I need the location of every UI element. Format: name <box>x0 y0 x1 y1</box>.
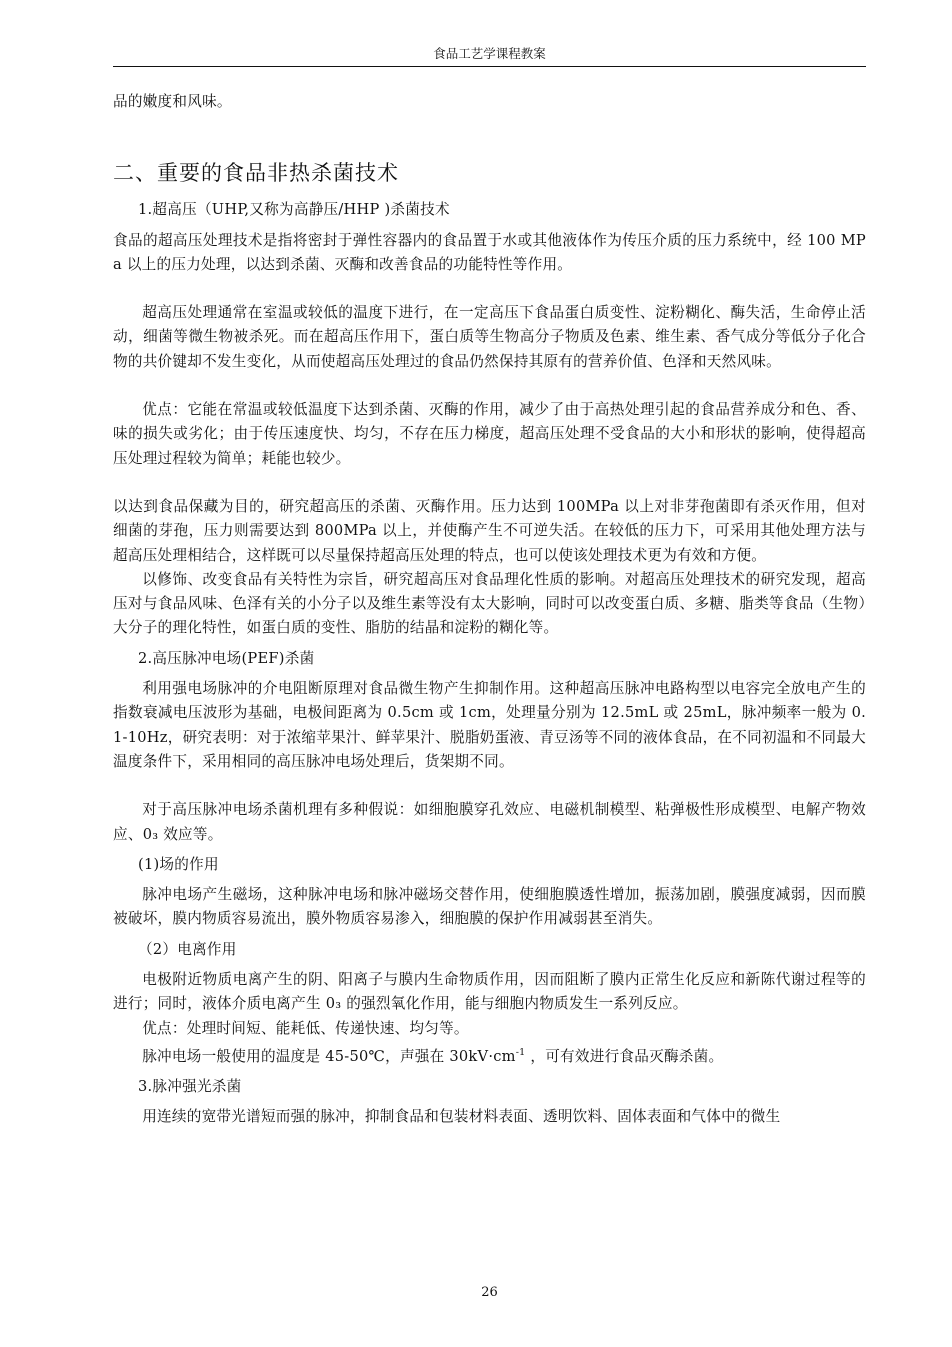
subheading-field-effect: (1)场的作用 <box>138 855 219 873</box>
paragraph-uhp-modification: 以修饰、改变食品有关特性为宗旨，研究超高压对食品理化性质的影响。对超高压处理技术的研究发现，超高压对与食品风味、色泽有关的小分子以及维生素等没有太大影响，同时可以改变蛋白质、多糖、脂类等食品（生物）大分子的理化特性，如蛋白质的变性、脂肪的结晶和淀粉的糊化等。 <box>113 570 866 637</box>
subheading-uhp: 1.超高压（UHP,又称为高静压/HHP )杀菌技术 <box>138 201 450 219</box>
paragraph-pef-hypotheses: 对于高压脉冲电场杀菌机理有多种假说：如细胞膜穿孔效应、电磁机制模型、粘弹极性形成模型、电解产物效应、0₃ 效应等。 <box>113 801 866 843</box>
page-body <box>113 90 866 1130</box>
paragraph-ionization: 电极附近物质电离产生的阴、阳离子与膜内生命物质作用，因而阻断了膜内正常生化反应和新陈代谢过程等的进行；同时，液体介质电离产生 0₃ 的强烈氧化作用，能与细胞内物质发生一系列反应。 <box>113 971 866 1013</box>
paragraph-uhp-mechanism: 超高压处理通常在室温或较低的温度下进行，在一定高压下食品蛋白质变性、淀粉糊化、酶失活，生命停止活动，细菌等微生物被杀死。而在超高压作用下，蛋白质等生物高分子物质及色素、维生素、香气成分等低分子化合物的共价键却不发生变化，从而使超高压处理过的食品仍然保持其原有的营养价值、色泽和天然风味。 <box>113 304 866 370</box>
pef-conditions-text: 脉冲电场一般使用的温度是 45-50℃，声强在 30kV·cm <box>142 1047 516 1065</box>
section-heading: 二、重要的食品非热杀菌技术 <box>113 161 399 186</box>
page-header-title: 食品工艺学课程教案 <box>433 46 546 61</box>
paragraph-pef-advantages: 优点：处理时间短、能耗低、传递快速、均匀等。 <box>142 1019 469 1037</box>
paragraph-field-effect: 脉冲电场产生磁场，这种脉冲电场和脉冲磁场交替作用，使细胞膜透性增加，振荡加剧，膜强度减弱，因而膜被破坏，膜内物质容易流出，膜外物质容易渗入，细胞膜的保护作用减弱甚至消失。 <box>113 886 866 928</box>
header-divider <box>113 66 866 67</box>
subheading-ionization: （2）电离作用 <box>138 940 237 958</box>
paragraph-uhp-preservation: 以达到食品保藏为目的，研究超高压的杀菌、灭酶作用。压力达到 100MPa 以上对非芽孢菌即有杀灭作用，但对细菌的芽孢，压力则需要达到 800MPa 以上，并使酶产生不可逆失活。在较低的压力下，可采用其他处理方法与超高压处理相结合，这样既可以尽量保持超高压处理的特点，也可以使该处理技术更为有效和方便。 <box>113 497 866 564</box>
paragraph-pef-conditions <box>113 1041 866 1069</box>
paragraph-continued: 品的嫩度和风味。 <box>113 93 232 110</box>
page-number: 26 <box>481 1285 498 1300</box>
subheading-pulsed-light: 3.脉冲强光杀菌 <box>138 1078 242 1096</box>
paragraph-pulsed-light: 用连续的宽带光谱短而强的脉冲，抑制食品和包装材料表面、透明饮料、固体表面和气体中的微生 <box>142 1108 781 1126</box>
unit-exponent: -1 <box>515 1046 526 1058</box>
subheading-pef: 2.高压脉冲电场(PEF)杀菌 <box>138 649 315 667</box>
pef-conditions-tail: ，可有效进行食品灭酶杀菌。 <box>525 1047 724 1065</box>
paragraph-pef-principle: 利用强电场脉冲的介电阻断原理对食品微生物产生抑制作用。这种超高压脉冲电路构型以电容完全放电产生的指数衰减电压波形为基础，电极间距离为 0.5cm 或 1cm，处理量分别为 12.5mL 或 25mL，脉冲频率一般为 0.1-10Hz，研究表明：对于浓缩苹果汁、鲜苹果汁、脱脂奶蛋液、青豆汤等不同的液体食品，在不同初温和不同最大温度条件下，采用相同的高压脉冲电场处理后，货架期不同。 <box>113 680 866 770</box>
paragraph-uhp-advantages: 优点：它能在常温或较低温度下达到杀菌、灭酶的作用，减少了由于高热处理引起的食品营养成分和色、香、味的损失或劣化；由于传压速度快、均匀，不存在压力梯度，超高压处理不受食品的大小和形状的影响，使得超高压处理过程较为简单；耗能也较少。 <box>113 401 866 467</box>
paragraph-uhp-definition: 食品的超高压处理技术是指将密封于弹性容器内的食品置于水或其他液体作为传压介质的压力系统中，经 100 MPa 以上的压力处理，以达到杀菌、灭酶和改善食品的功能特性等作用。 <box>113 231 866 273</box>
